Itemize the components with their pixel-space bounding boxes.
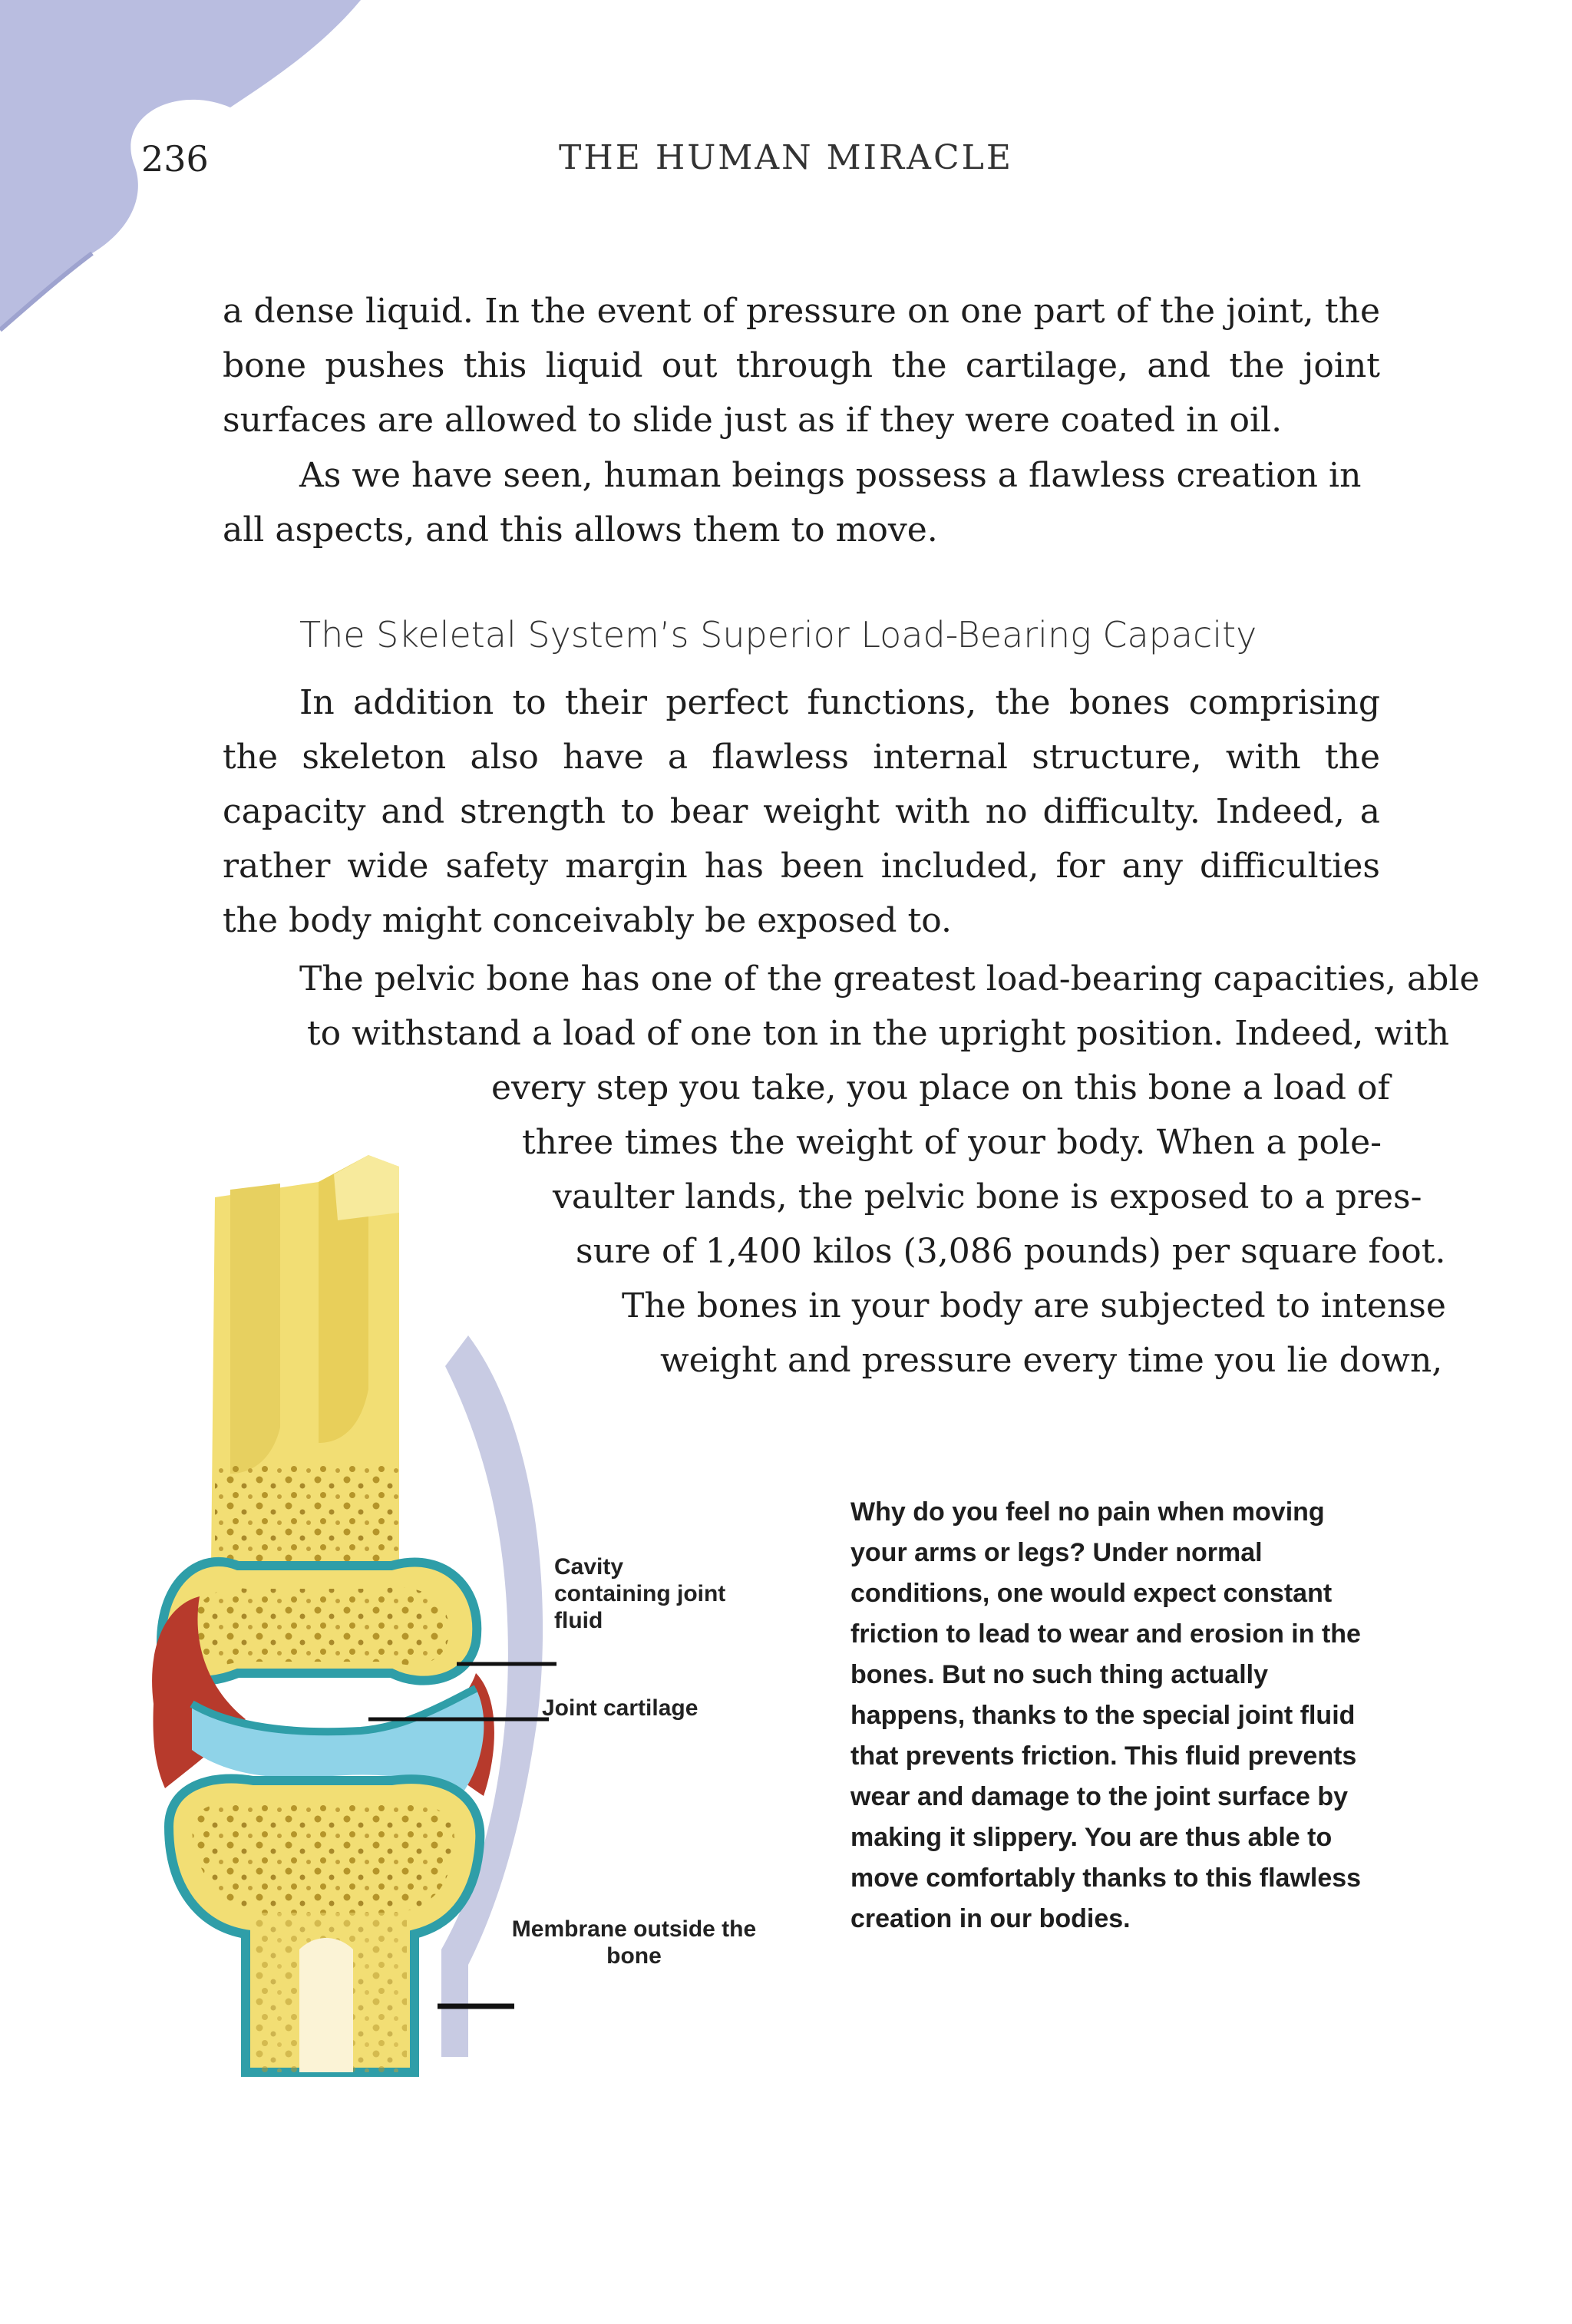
paragraph-4-line: weight and pressure every time you lie down, (660, 1341, 1443, 1380)
label-membrane-outside-bone: Membrane outside the bone (511, 1916, 757, 1969)
paragraph-4-line: The pelvic bone has one of the greatest load-bearing capacities, able (299, 959, 1480, 999)
paragraph-4-line: every step you take, you place on this bone a load of (491, 1068, 1390, 1108)
running-head: THE HUMAN MIRACLE (559, 138, 1013, 177)
paragraph-4-line: The bones in your body are subjected to intense (622, 1286, 1446, 1325)
paragraph-4-line: to withstand a load of one ton in the upright position. Indeed, with (307, 1014, 1450, 1053)
page-number: 236 (141, 138, 209, 180)
paragraph-2: As we have seen, human beings possess a flawless creation in all aspects, and this allows them to move. (223, 456, 1362, 550)
paragraph-3: In addition to their perfect functions, the bones comprising the skeleton also have a flawless internal structure, with the capacity and strength to bear weight with no difficulty. Indeed, a rather wide safety margin has been included, for any difficulties the body might conceivably be exposed to. (223, 683, 1380, 940)
section-heading: The Skeletal System’s Superior Load-Bearing Capacity (299, 614, 1257, 655)
paragraph-4-line: three times the weight of your body. When a pole- (522, 1123, 1382, 1162)
label-joint-cartilage: Joint cartilage (542, 1695, 698, 1721)
figure-caption: Why do you feel no pain when moving your arms or legs? Under normal conditions, one would expect constant friction to lead to wear and erosion in the bones. But no such thing actually happens, thanks to the special joint fluid that prevents friction. This fluid prevents wear and damage to the joint surface by making it slippery. You are thus able to move comfortably thanks to this flawless creation in our bodies. (850, 1497, 1362, 1933)
label-cavity-joint-fluid: Cavity containing joint fluid (554, 1554, 726, 1633)
paragraph-4-line: vaulter lands, the pelvic bone is exposed to a pres- (553, 1177, 1422, 1216)
paragraph-1: a dense liquid. In the event of pressure on one part of the joint, the bone pushes this liquid out through the cartilage, and the joint surfaces are allowed to slide just as if they were coated in oil. (223, 292, 1380, 440)
paragraph-4-line: sure of 1,400 kilos (3,086 pounds) per square foot. (576, 1232, 1446, 1271)
